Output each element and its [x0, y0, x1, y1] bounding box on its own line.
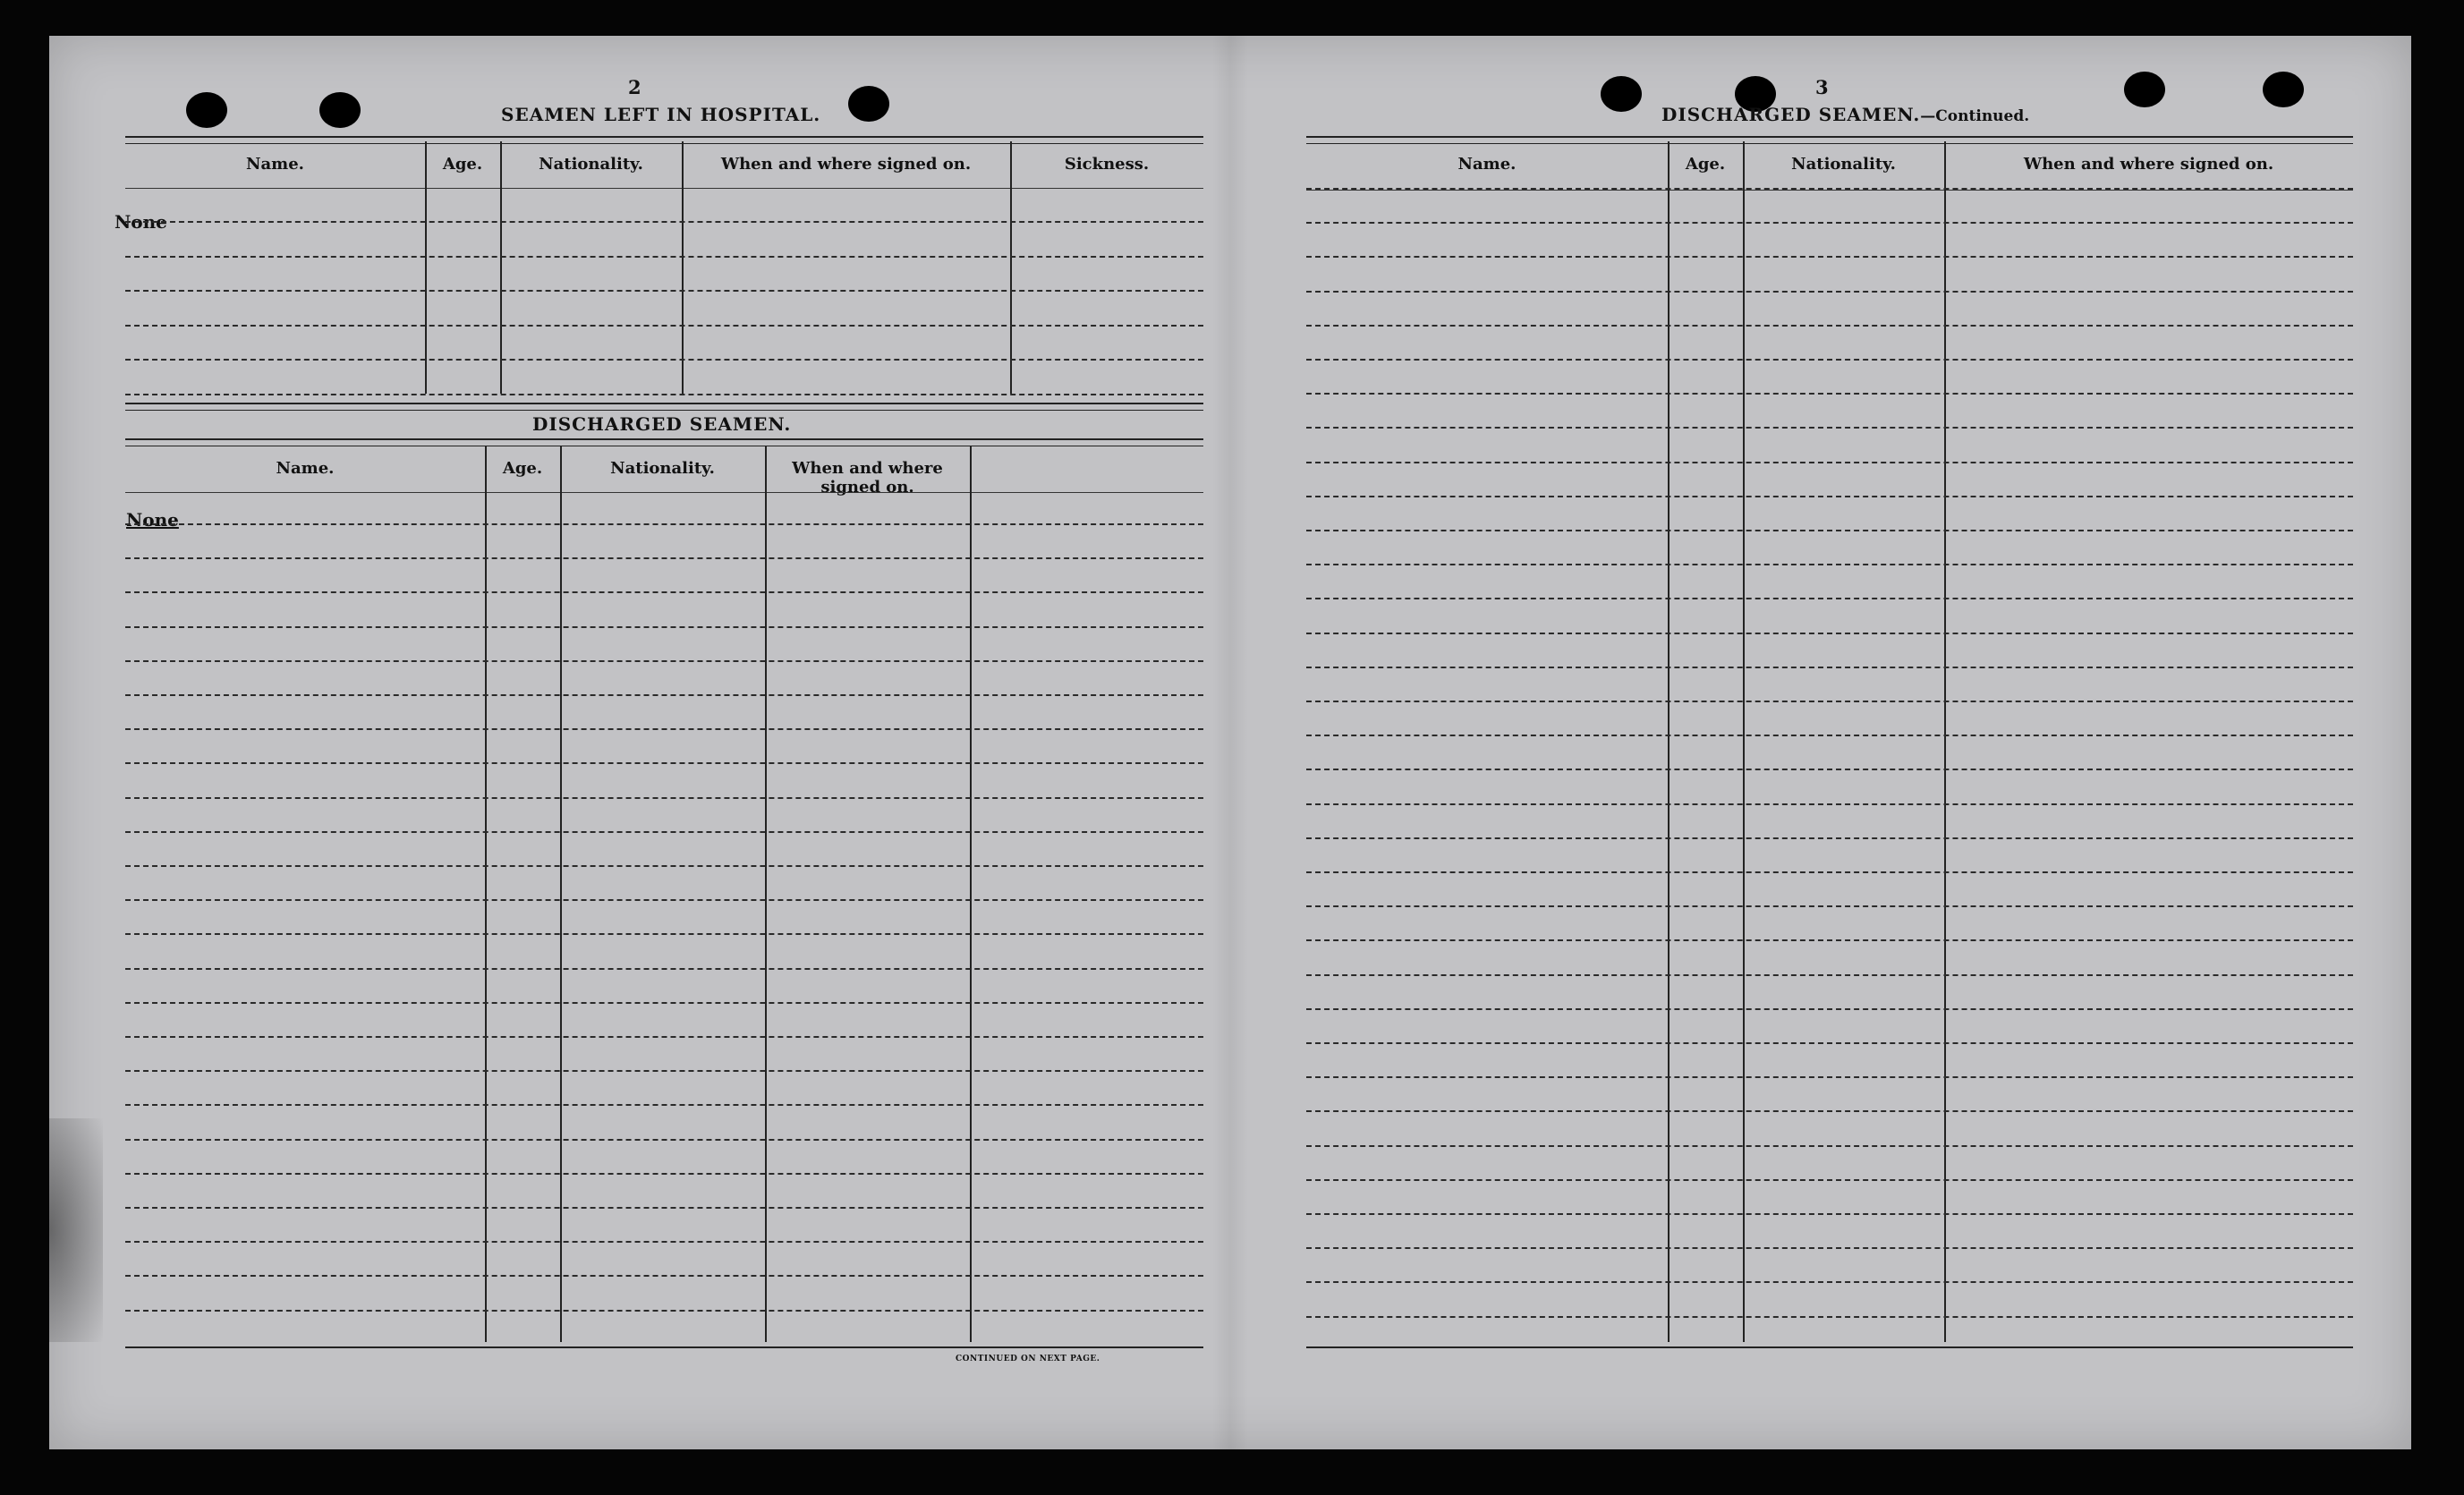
right-row-line	[1306, 1008, 2353, 1010]
discharged-row-line	[125, 694, 1203, 696]
right-row-line	[1306, 291, 2353, 293]
right-row-line	[1306, 1110, 2353, 1112]
discharged-row-line	[125, 831, 1203, 833]
discharged-row-line	[125, 1002, 1203, 1004]
right-column-rule	[1668, 141, 1670, 1342]
right-row-line	[1306, 633, 2353, 634]
punch-hole	[2124, 72, 2165, 107]
hospital-column-rule	[1010, 141, 1012, 394]
discharged-row-line	[125, 557, 1203, 559]
discharged-row-line	[125, 1070, 1203, 1072]
punch-hole	[319, 92, 361, 128]
hospital-column-rule	[682, 141, 684, 394]
hospital-header-4: Sickness.	[1064, 155, 1150, 174]
discharged-row-line	[125, 1207, 1203, 1209]
right-column-rule	[1743, 141, 1745, 1342]
hospital-header-rule	[125, 188, 1203, 189]
discharged-section-title: DISCHARGED SEAMEN.	[532, 413, 792, 435]
discharged-row-line	[125, 1104, 1203, 1106]
right-row-line	[1306, 1281, 2353, 1283]
right-row-line	[1306, 1316, 2353, 1318]
left-bottom-rule	[125, 1346, 1203, 1348]
right-row-line	[1306, 222, 2353, 224]
discharged-row-line	[125, 1310, 1203, 1312]
ledger-sheet	[49, 36, 2411, 1449]
discharged-row-line	[125, 660, 1203, 662]
discharged-first-entry: None	[126, 509, 179, 531]
right-row-line	[1306, 735, 2353, 736]
right-row-line	[1306, 974, 2353, 976]
right-row-line	[1306, 393, 2353, 395]
right-row-line	[1306, 496, 2353, 497]
right-row-line	[1306, 188, 2353, 190]
right-row-line	[1306, 530, 2353, 531]
right-row-line	[1306, 598, 2353, 599]
discharged-row-line	[125, 728, 1203, 730]
right-header-rule	[1306, 190, 2353, 191]
punch-hole	[848, 86, 889, 122]
right-column-rule	[1944, 141, 1946, 1342]
discharged-row-line	[125, 762, 1203, 764]
discharged-row-line	[125, 1036, 1203, 1038]
edge-smudge	[49, 1118, 103, 1342]
punch-hole	[186, 92, 227, 128]
right-row-line	[1306, 1213, 2353, 1215]
discharged-row-line	[125, 899, 1203, 901]
hospital-header-3: When and where signed on.	[720, 155, 972, 174]
right-section-title	[1661, 104, 2029, 125]
right-row-line	[1306, 769, 2353, 770]
page-number-left: 2	[628, 76, 641, 98]
right-header-3: When and where signed on.	[2023, 155, 2274, 174]
discharged-row-line	[125, 1275, 1203, 1277]
discharged-row-line	[125, 1241, 1203, 1243]
right-table-top-rule	[1306, 136, 2353, 144]
right-row-line	[1306, 837, 2353, 839]
right-row-line	[1306, 667, 2353, 668]
right-header-0: Name.	[1457, 155, 1517, 174]
right-row-line	[1306, 905, 2353, 907]
punch-hole	[2263, 72, 2304, 107]
hospital-header-0: Name.	[246, 155, 304, 174]
right-bottom-rule	[1306, 1346, 2353, 1348]
discharged-row-line	[125, 1173, 1203, 1175]
right-title-main: DISCHARGED SEAMEN.	[1661, 104, 1921, 125]
discharged-header-0: Name.	[276, 459, 335, 478]
table-top-rule	[125, 136, 1203, 144]
hospital-header-1: Age.	[442, 155, 483, 174]
discharged-header-1: Age.	[502, 459, 543, 478]
page-number-right: 3	[1815, 76, 1829, 98]
discharged-row-line	[125, 797, 1203, 799]
hospital-row-line	[125, 359, 1203, 361]
hospital-section-title: SEAMEN LEFT IN HOSPITAL.	[501, 104, 821, 125]
discharged-row-line	[125, 591, 1203, 593]
right-row-line	[1306, 1145, 2353, 1147]
right-row-line	[1306, 1042, 2353, 1044]
right-row-line	[1306, 325, 2353, 327]
continued-footer: CONTINUED ON NEXT PAGE.	[956, 1355, 1100, 1363]
hospital-row-line	[125, 221, 1203, 223]
hospital-row-line	[125, 290, 1203, 292]
right-row-line	[1306, 427, 2353, 429]
right-row-line	[1306, 803, 2353, 805]
right-header-2: Nationality.	[1791, 155, 1896, 174]
discharged-top-rule	[125, 438, 1203, 446]
page-fold	[1212, 36, 1248, 1449]
right-row-line	[1306, 1179, 2353, 1181]
punch-hole	[1601, 76, 1642, 112]
right-row-line	[1306, 939, 2353, 941]
section-divider-rule	[125, 403, 1203, 411]
right-row-line	[1306, 462, 2353, 463]
discharged-row-line	[125, 933, 1203, 935]
right-row-line	[1306, 564, 2353, 565]
discharged-row-line	[125, 1139, 1203, 1141]
right-title-suffix: —Continued.	[1920, 107, 2030, 125]
right-header-1: Age.	[1685, 155, 1726, 174]
right-row-line	[1306, 1247, 2353, 1249]
hospital-row-line	[125, 256, 1203, 258]
discharged-row-line	[125, 626, 1203, 628]
discharged-header-3: When and where signed on.	[792, 459, 943, 497]
hospital-row-line	[125, 394, 1203, 395]
right-row-line	[1306, 871, 2353, 873]
hospital-header-2: Nationality.	[539, 155, 643, 174]
discharged-row-line	[125, 968, 1203, 970]
right-row-line	[1306, 701, 2353, 702]
discharged-header-rule	[125, 492, 1203, 493]
right-row-line	[1306, 256, 2353, 258]
right-row-line	[1306, 359, 2353, 361]
hospital-row-line	[125, 325, 1203, 327]
hospital-column-rule	[500, 141, 502, 394]
hospital-column-rule	[425, 141, 427, 394]
discharged-header-2: Nationality.	[610, 459, 715, 478]
hospital-first-entry: None	[115, 211, 167, 233]
right-row-line	[1306, 1076, 2353, 1078]
discharged-row-line	[125, 865, 1203, 867]
discharged-row-line	[125, 523, 1203, 525]
